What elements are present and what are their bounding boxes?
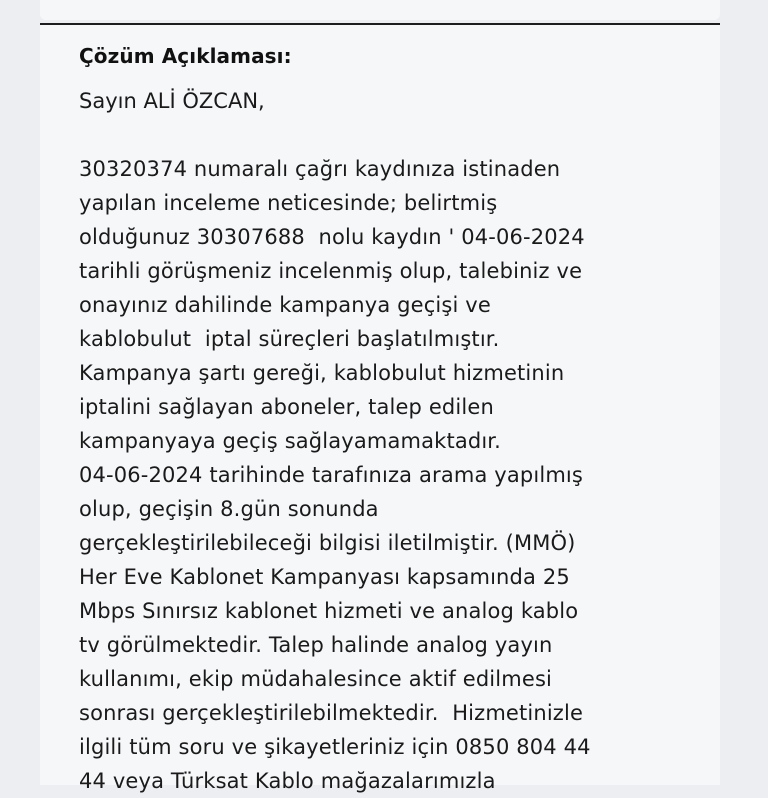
body-line: iptalini sağlayan aboneler, talep edilen [79,395,494,419]
body-line: olup, geçişin 8.gün sonunda [79,497,379,521]
body-line: ilgili tüm soru ve şikayetleriniz için 0850 804 44 [79,735,591,759]
body-line: Kampanya şartı gereği, kablobulut hizmetinin [79,361,565,385]
body-line: sonrası gerçekleştirilebilmektedir. Hizmetinizle [79,701,584,725]
body-line: 44 veya Türksat Kablo mağazalarımızla [79,769,496,793]
body-line: yapılan inceleme neticesinde; belirtmiş [79,191,498,215]
salutation: Sayın ALİ ÖZCAN, [79,89,265,113]
body-line: Her Eve Kablonet Kampanyası kapsamında 25 [79,565,570,589]
body-line: onayınız dahilinde kampanya geçişi ve [79,293,491,317]
previous-card [40,0,720,20]
resolution-heading: Çözüm Açıklaması: [79,44,292,68]
body-line: kablobulut iptal süreçleri başlatılmıştır. [79,327,500,351]
body-line: gerçekleştirilebileceği bilgisi iletilmiştir. (MMÖ) [79,531,576,555]
body-line: olduğunuz 30307688 nolu kaydın ' 04-06-2024 [79,225,585,249]
body-line: Mbps Sınırsız kablonet hizmeti ve analog kablo [79,599,579,623]
body-line: 04-06-2024 tarihinde tarafınıza arama yapılmış [79,463,584,487]
resolution-body [79,152,719,798]
body-line: 30320374 numaralı çağrı kaydınıza istinaden [79,157,561,181]
section-divider [40,23,720,25]
body-line: kullanımı, ekip müdahalesince aktif edilmesi [79,667,553,691]
body-line: tarihli görüşmeniz incelenmiş olup, talebiniz ve [79,259,583,283]
body-line: kampanyaya geçiş sağlayamamaktadır. [79,429,501,453]
body-line: tv görülmektedir. Talep halinde analog yayın [79,633,553,657]
